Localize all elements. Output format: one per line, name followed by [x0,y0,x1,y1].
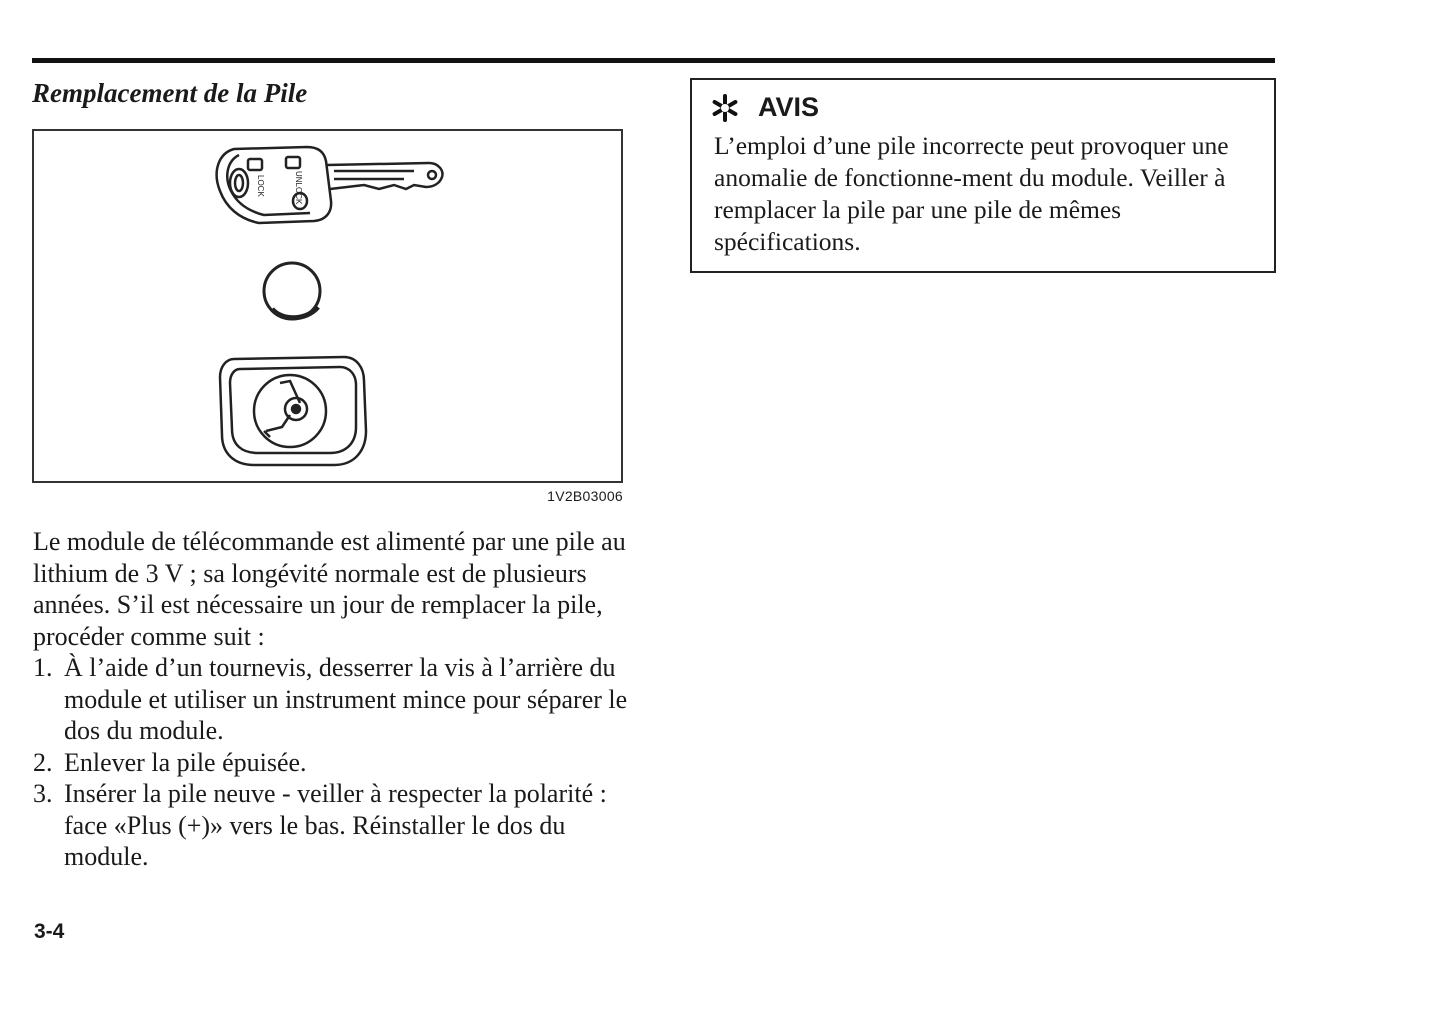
step-text: Insérer la pile neuve - veiller à respecter la polarité : face «Plus (+)» vers le bas. Réinstaller le dos du module. [64,779,607,871]
fob-back-screw-icon [220,357,366,465]
step-text: Enlever la pile épuisée. [64,747,307,777]
step-text: À l’aide d’un tournevis, desserrer la vis à l’arrière du module et utiliser un instrument mince pour séparer le dos du module. [64,653,628,745]
step-number: 3. [33,779,53,808]
battery-figure [32,129,623,483]
list-item [33,778,633,873]
coin-battery-icon [264,263,320,319]
key-fob-icon [217,147,443,223]
fob-lock-label: LOCK [256,175,265,197]
notice-box [690,78,1276,273]
list-item [33,652,633,747]
notice-header [710,92,819,123]
figure-code: 1V2B03006 [547,488,623,504]
fob-unlock-label: UNLOCK [294,171,303,205]
intro-paragraph: Le module de télécommande est alimenté par une pile au lithium de 3 V ; sa longévité normale est de plusieurs années. S’il est nécessaire un jour de remplacer la pile, procéder comme suit : [33,527,626,651]
steps-list [33,652,633,873]
body-text [33,526,633,873]
top-rule [32,58,1275,63]
page-number: 3-4 [34,920,65,943]
section-title: Remplacement de la Pile [32,78,308,108]
notice-text: L’emploi d’une pile incorrecte peut provoquer une anomalie de fonctionne-ment du module. Veiller à remplacer la pile par une pile de mêmes spécifications. [714,131,1229,256]
asterisk-notice-icon [710,93,740,123]
notice-title: AVIS [758,92,820,122]
step-number: 1. [33,653,53,682]
step-number: 2. [33,747,53,777]
list-item [33,747,633,779]
